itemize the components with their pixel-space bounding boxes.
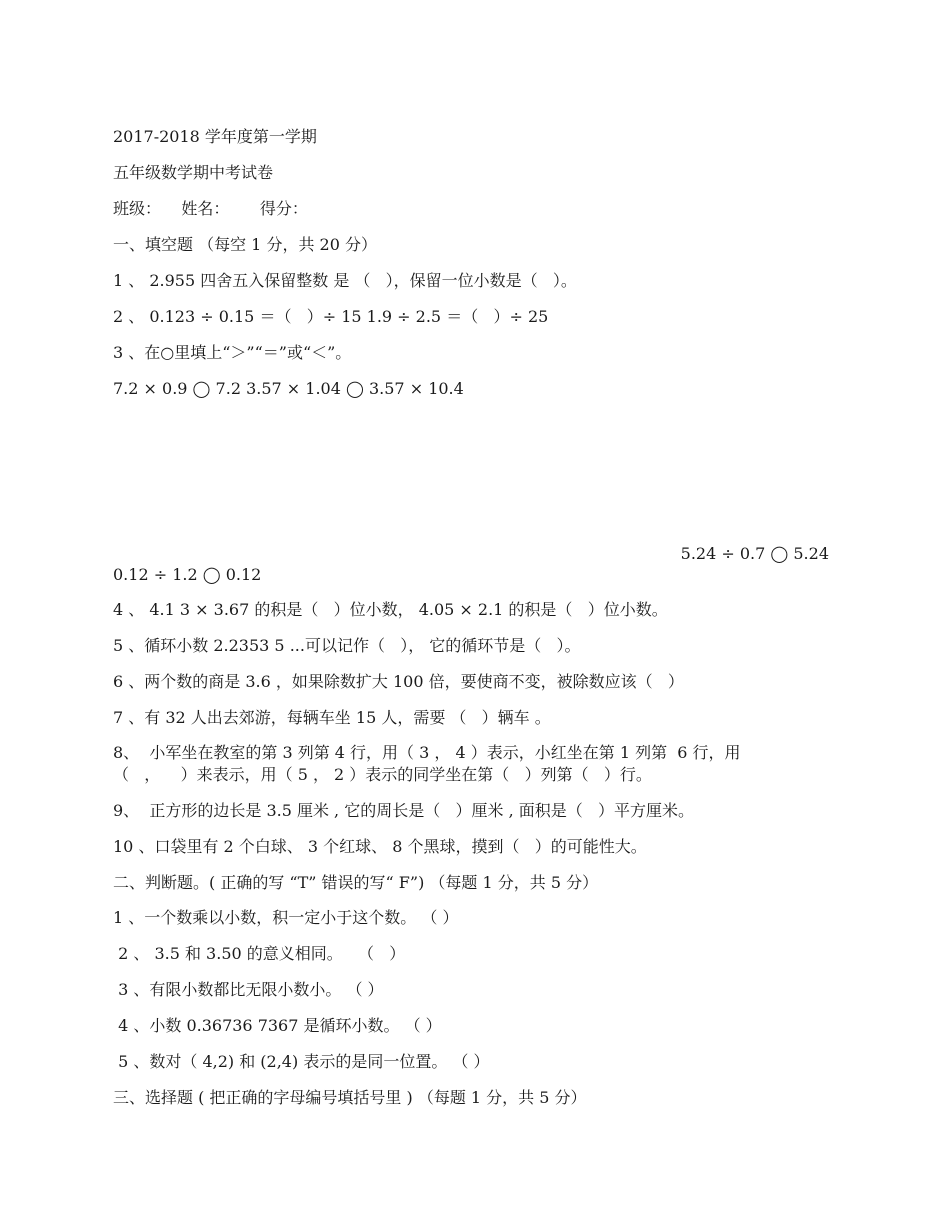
section1-q8-line2: （ ， ）来表示，用（ 5 ， 2 ）表示的同学坐在第（ ）列第（ ）行。 xyxy=(113,765,652,784)
section3-heading: 三、选择题 ( 把正确的字母编号填括号里 ) （每题 1 分，共 5 分） xyxy=(113,1088,587,1107)
section1-q2: 2 、 0.123 ÷ 0.15 ＝（ ）÷ 15 1.9 ÷ 2.5 ＝（ ）÷ 25 xyxy=(113,307,549,326)
section2-heading: 二、判断题。( 正确的写 “T” 错误的写“ F”) （每题 1 分，共 5 分） xyxy=(113,873,599,892)
section1-q3-row1: 7.2 × 0.9 ◯ 7.2 3.57 × 1.04 ◯ 3.57 × 10.4 xyxy=(113,379,464,398)
section1-q10: 10 、口袋里有 2 个白球、 3 个红球、 8 个黑球，摸到（ ）的可能性大。 xyxy=(113,837,647,856)
section1-q3-row2: 5.24 ÷ 0.7 ◯ 5.24 xyxy=(680,544,829,563)
section2-q2: 2 、 3.5 和 3.50 的意义相同。 （ ） xyxy=(113,944,406,963)
section2-q1: 1 、一个数乘以小数，积一定小于这个数。 （ ） xyxy=(113,908,459,927)
section2-q3: 3 、有限小数都比无限小数小。 （ ） xyxy=(113,980,384,999)
section2-q4: 4 、小数 0.36736 7367 是循环小数。 （ ） xyxy=(113,1016,442,1035)
student-info-line: 班级： 姓名： 得分： xyxy=(113,199,308,218)
section1-q9: 9、 正方形的边长是 3.5 厘米 , 它的周长是（ ）厘米 , 面积是（ ）平方厘米。 xyxy=(113,801,695,820)
section1-q7: 7 、有 32 人出去郊游，每辆车坐 15 人，需要 （ ）辆车 。 xyxy=(113,708,551,727)
section1-q3-row3: 0.12 ÷ 1.2 ◯ 0.12 xyxy=(113,565,262,584)
section2-q5: 5 、数对（ 4,2) 和 (2,4) 表示的是同一位置。 （ ） xyxy=(113,1052,490,1071)
exam-title: 五年级数学期中考试卷 xyxy=(113,163,274,182)
section1-heading: 一、填空题 （每空 1 分，共 20 分） xyxy=(113,235,377,254)
section1-q8-line1: 8、 小军坐在教室的第 3 列第 4 行，用（ 3 ， 4 ）表示，小红坐在第 1 列第 6 行，用 xyxy=(113,743,741,762)
section1-q4: 4 、 4.1 3 × 3.67 的积是（ ）位小数， 4.05 × 2.1 的积是（ ）位小数。 xyxy=(113,600,668,619)
school-year: 2017-2018 学年度第一学期 xyxy=(113,127,317,146)
section1-q6: 6 、两个数的商是 3.6 ，如果除数扩大 100 倍，要使商不变，被除数应该（ ） xyxy=(113,672,684,691)
section1-q3: 3 、在○里填上“＞”“＝”或“＜”。 xyxy=(113,343,352,362)
section1-q1: 1 、 2.955 四舍五入保留整数 是 （ ），保留一位小数是（ ）。 xyxy=(113,271,577,290)
section1-q5: 5 、循环小数 2.2353 5 ...可以记作（ ）， 它的循环节是（ ）。 xyxy=(113,636,581,655)
